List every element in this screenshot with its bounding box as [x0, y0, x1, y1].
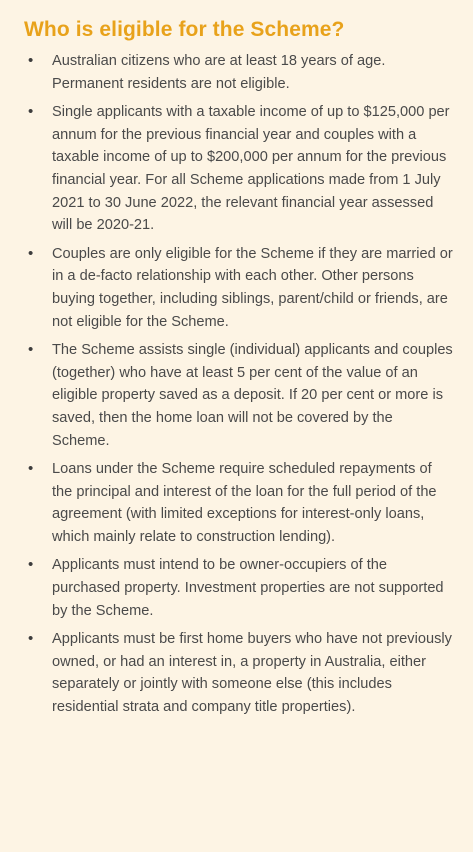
section-heading: Who is eligible for the Scheme? — [24, 18, 345, 41]
list-item-text: Australian citizens who are at least 18 years of age. Permanent residents are not eligible. — [52, 53, 386, 92]
bullet-icon: • — [28, 52, 34, 69]
list-item-text: The Scheme assists single (individual) applicants and couples (together) who have at least 5 per cent of the value of an eligible property saved as a deposit. If 20 per cent or more is saved, then the home loan will not be covered by the Scheme. — [52, 342, 453, 449]
list-item — [24, 339, 454, 452]
list-item-text: Applicants must intend to be owner-occupiers of the purchased property. Investment properties are not supported by the Scheme. — [52, 557, 444, 619]
bullet-icon: • — [28, 341, 34, 359]
list-item — [24, 628, 454, 718]
list-item-text: Applicants must be first home buyers who have not previously owned, or had an interest in, a property in Australia, either separately or jointly with someone else (this includes residential strata and company title properties). — [52, 631, 452, 716]
bullet-icon: • — [28, 556, 34, 574]
list-item — [24, 458, 454, 548]
list-item — [24, 50, 454, 95]
list-item — [24, 243, 454, 333]
bullet-icon: • — [28, 630, 34, 648]
bullet-icon: • — [28, 244, 34, 262]
list-item-text: Couples are only eligible for the Scheme if they are married or in a de-facto relationship with each other. Other persons buying together, including siblings, parent/child or friends, are not eligible for the Scheme. — [52, 245, 453, 330]
bullet-icon: • — [28, 460, 34, 478]
bullet-icon: • — [28, 103, 34, 121]
list-item — [24, 101, 454, 237]
eligibility-list — [24, 50, 454, 725]
list-item-text: Single applicants with a taxable income of up to $125,000 per annum for the previous financial year and couples with a taxable income of up to $200,000 per annum for the previous financial year. For all Scheme applications made from 1 July 2021 to 30 June 2022, the relevant financial year assessed will be 2020-21. — [52, 104, 450, 234]
list-item-text: Loans under the Scheme require scheduled repayments of the principal and interest of the loan for the full period of the agreement (with limited exceptions for interest-only loans, which mainly relate to construction lending). — [52, 461, 437, 545]
list-item — [24, 554, 454, 622]
